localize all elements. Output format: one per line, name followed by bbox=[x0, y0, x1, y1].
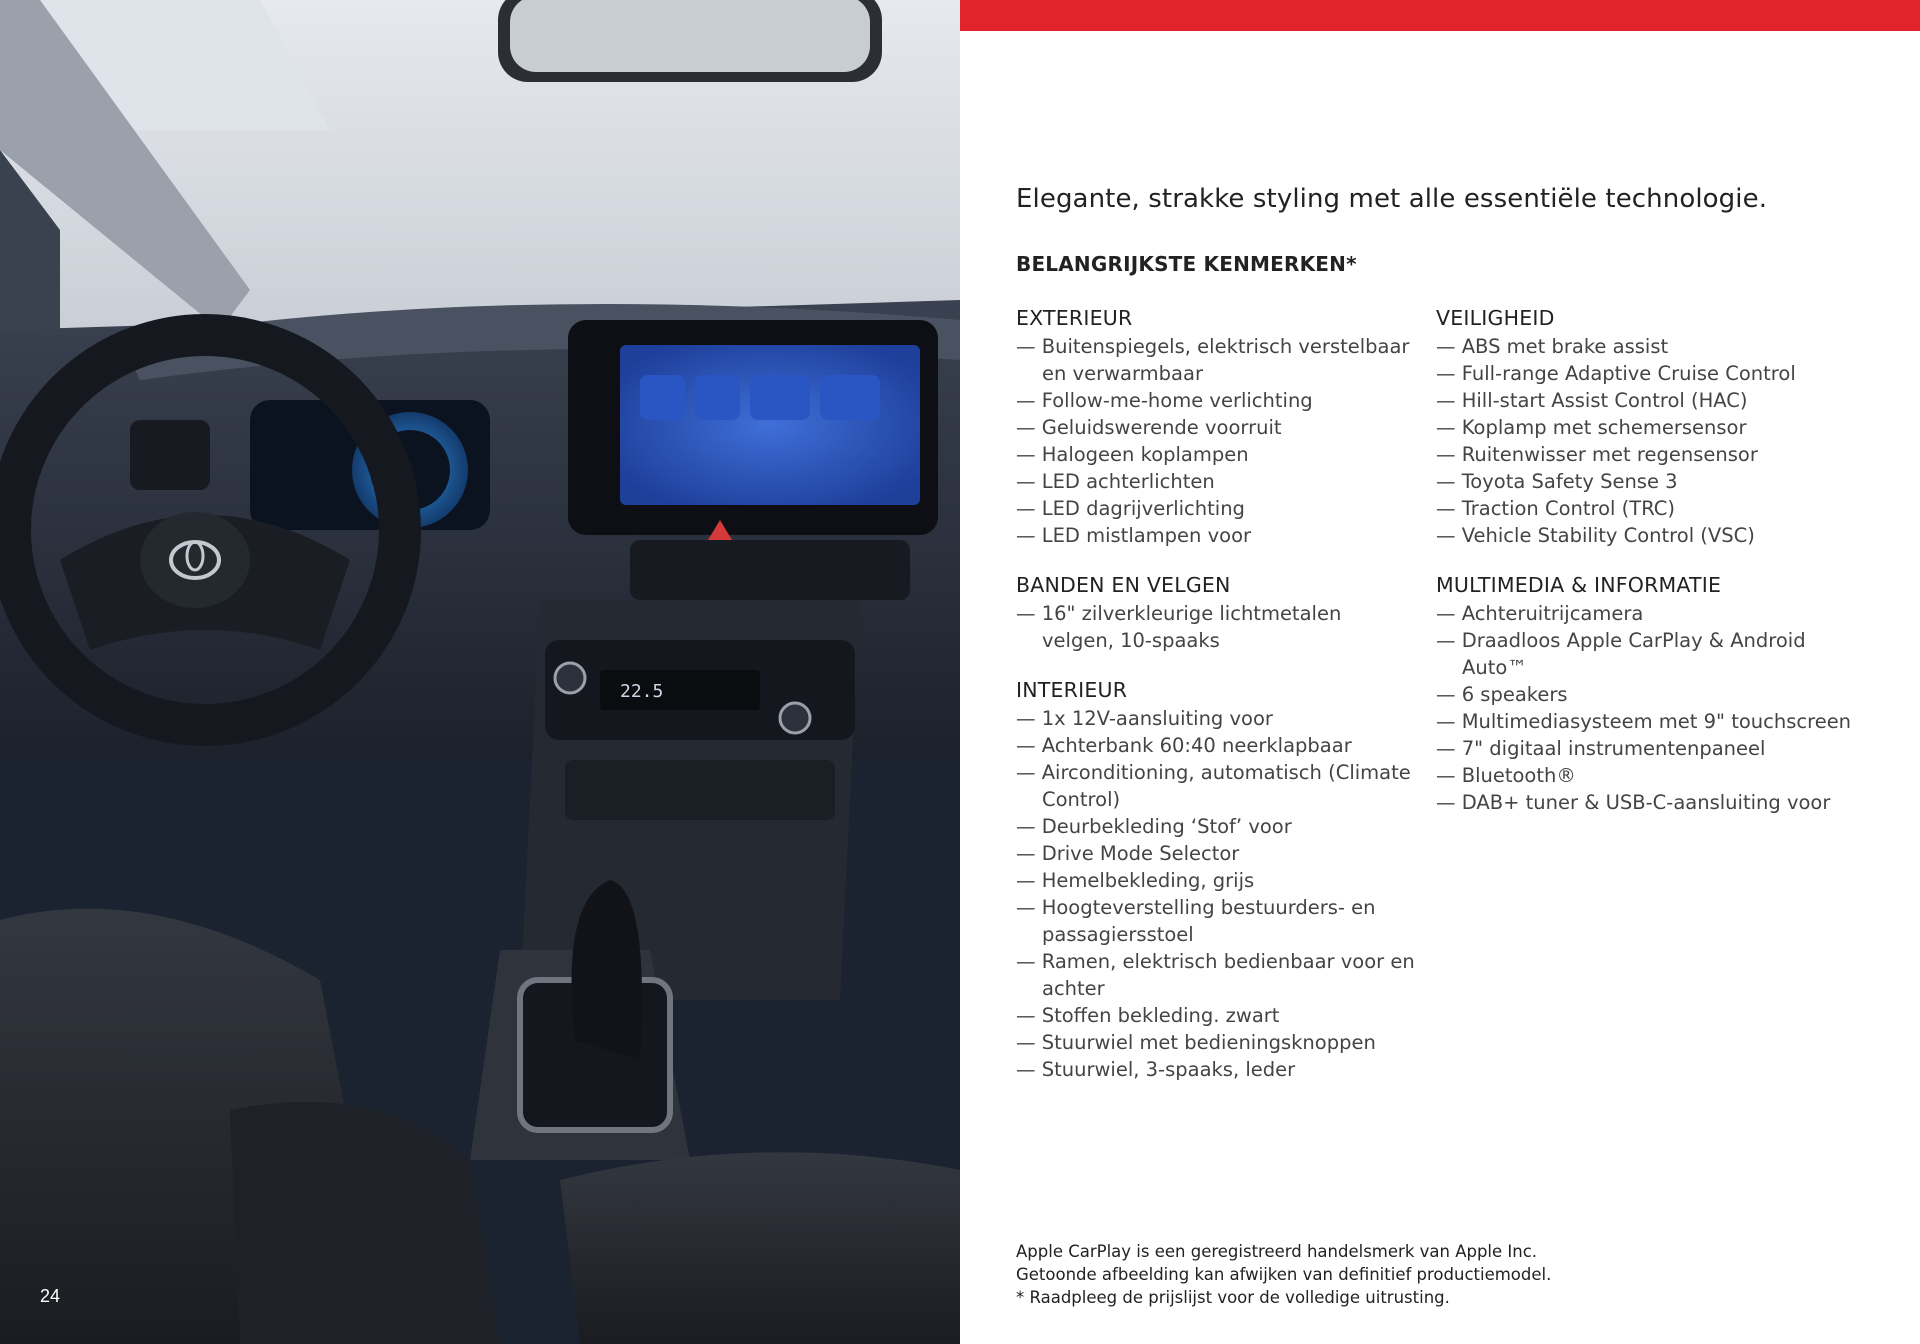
feature-list bbox=[1016, 333, 1416, 549]
list-item: — 6 speakers bbox=[1436, 681, 1876, 708]
list-item: — Toyota Safety Sense 3 bbox=[1436, 468, 1876, 495]
list-item: — LED dagrijverlichting bbox=[1016, 495, 1416, 522]
section-title: INTERIEUR bbox=[1016, 678, 1128, 702]
list-item: — Geluidswerende voorruit bbox=[1016, 414, 1416, 441]
list-item: — Buitenspiegels, elektrisch verstelbaar en verwarmbaar bbox=[1016, 333, 1416, 387]
list-item: — Koplamp met schemersensor bbox=[1436, 414, 1876, 441]
list-item: — Bluetooth® bbox=[1436, 762, 1876, 789]
list-item: — Halogeen koplampen bbox=[1016, 441, 1416, 468]
list-item: — Ruitenwisser met regensensor bbox=[1436, 441, 1876, 468]
list-item: — Hoogteverstelling bestuurders- en passagiersstoel bbox=[1016, 894, 1416, 948]
svg-text:22.5: 22.5 bbox=[620, 681, 664, 702]
list-item: — LED mistlampen voor bbox=[1016, 522, 1416, 549]
headline: Elegante, strakke styling met alle essentiële technologie. bbox=[1016, 184, 1768, 214]
footnote: * Raadpleeg de prijslijst voor de volledige uitrusting. bbox=[1016, 1288, 1450, 1307]
section-exterieur bbox=[1016, 306, 1416, 549]
list-item: — Ramen, elektrisch bedienbaar voor en achter bbox=[1016, 948, 1416, 1002]
list-item: — Achterbank 60:40 neerklapbaar bbox=[1016, 732, 1416, 759]
feature-list bbox=[1016, 705, 1416, 1083]
footnote: Apple CarPlay is een geregistreerd handelsmerk van Apple Inc. bbox=[1016, 1242, 1538, 1261]
section-banden-en-velgen bbox=[1016, 573, 1416, 654]
list-item: — DAB+ tuner & USB-C-aansluiting voor bbox=[1436, 789, 1876, 816]
list-item: — Stuurwiel met bedieningsknoppen bbox=[1016, 1029, 1416, 1056]
list-item: — Follow-me-home verlichting bbox=[1016, 387, 1416, 414]
list-item: — Draadloos Apple CarPlay & Android Auto™ bbox=[1436, 627, 1876, 681]
section-title: VEILIGHEID bbox=[1436, 306, 1555, 330]
list-item: — 16" zilverkleurige lichtmetalen velgen, 10-spaaks bbox=[1016, 600, 1416, 654]
list-item: — Deurbekleding ‘Stof’ voor bbox=[1016, 813, 1416, 840]
list-item: — 7" digitaal instrumentenpaneel bbox=[1436, 735, 1876, 762]
section-title: BANDEN EN VELGEN bbox=[1016, 573, 1231, 597]
section-interieur bbox=[1016, 678, 1416, 1083]
list-item: — Stuurwiel, 3-spaaks, leder bbox=[1016, 1056, 1416, 1083]
footnote: Getoonde afbeelding kan afwijken van definitief productiemodel. bbox=[1016, 1265, 1552, 1284]
list-item: — Achteruitrijcamera bbox=[1436, 600, 1876, 627]
features-column-right bbox=[1436, 306, 1876, 840]
list-item: — 1x 12V-aansluiting voor bbox=[1016, 705, 1416, 732]
key-features-title: BELANGRIJKSTE KENMERKEN* bbox=[1016, 252, 1357, 276]
section-title: EXTERIEUR bbox=[1016, 306, 1133, 330]
list-item: — Traction Control (TRC) bbox=[1436, 495, 1876, 522]
page-number: 24 bbox=[40, 1286, 61, 1306]
features-column-left bbox=[1016, 306, 1416, 1107]
list-item: — Hill-start Assist Control (HAC) bbox=[1436, 387, 1876, 414]
feature-list bbox=[1016, 600, 1416, 654]
accent-bar bbox=[960, 0, 1920, 31]
list-item: — Hemelbekleding, grijs bbox=[1016, 867, 1416, 894]
list-item: — Full-range Adaptive Cruise Control bbox=[1436, 360, 1876, 387]
section-veiligheid bbox=[1436, 306, 1876, 549]
section-title: MULTIMEDIA & INFORMATIE bbox=[1436, 573, 1722, 597]
feature-list bbox=[1436, 600, 1876, 816]
list-item: — LED achterlichten bbox=[1016, 468, 1416, 495]
section-multimedia bbox=[1436, 573, 1876, 816]
list-item: — Stoffen bekleding. zwart bbox=[1016, 1002, 1416, 1029]
list-item: — Airconditioning, automatisch (Climate Control) bbox=[1016, 759, 1416, 813]
list-item: — Vehicle Stability Control (VSC) bbox=[1436, 522, 1876, 549]
list-item: — Multimediasysteem met 9" touchscreen bbox=[1436, 708, 1876, 735]
footnotes bbox=[1016, 1240, 1876, 1309]
list-item: — ABS met brake assist bbox=[1436, 333, 1876, 360]
feature-list bbox=[1436, 333, 1876, 549]
list-item: — Drive Mode Selector bbox=[1016, 840, 1416, 867]
